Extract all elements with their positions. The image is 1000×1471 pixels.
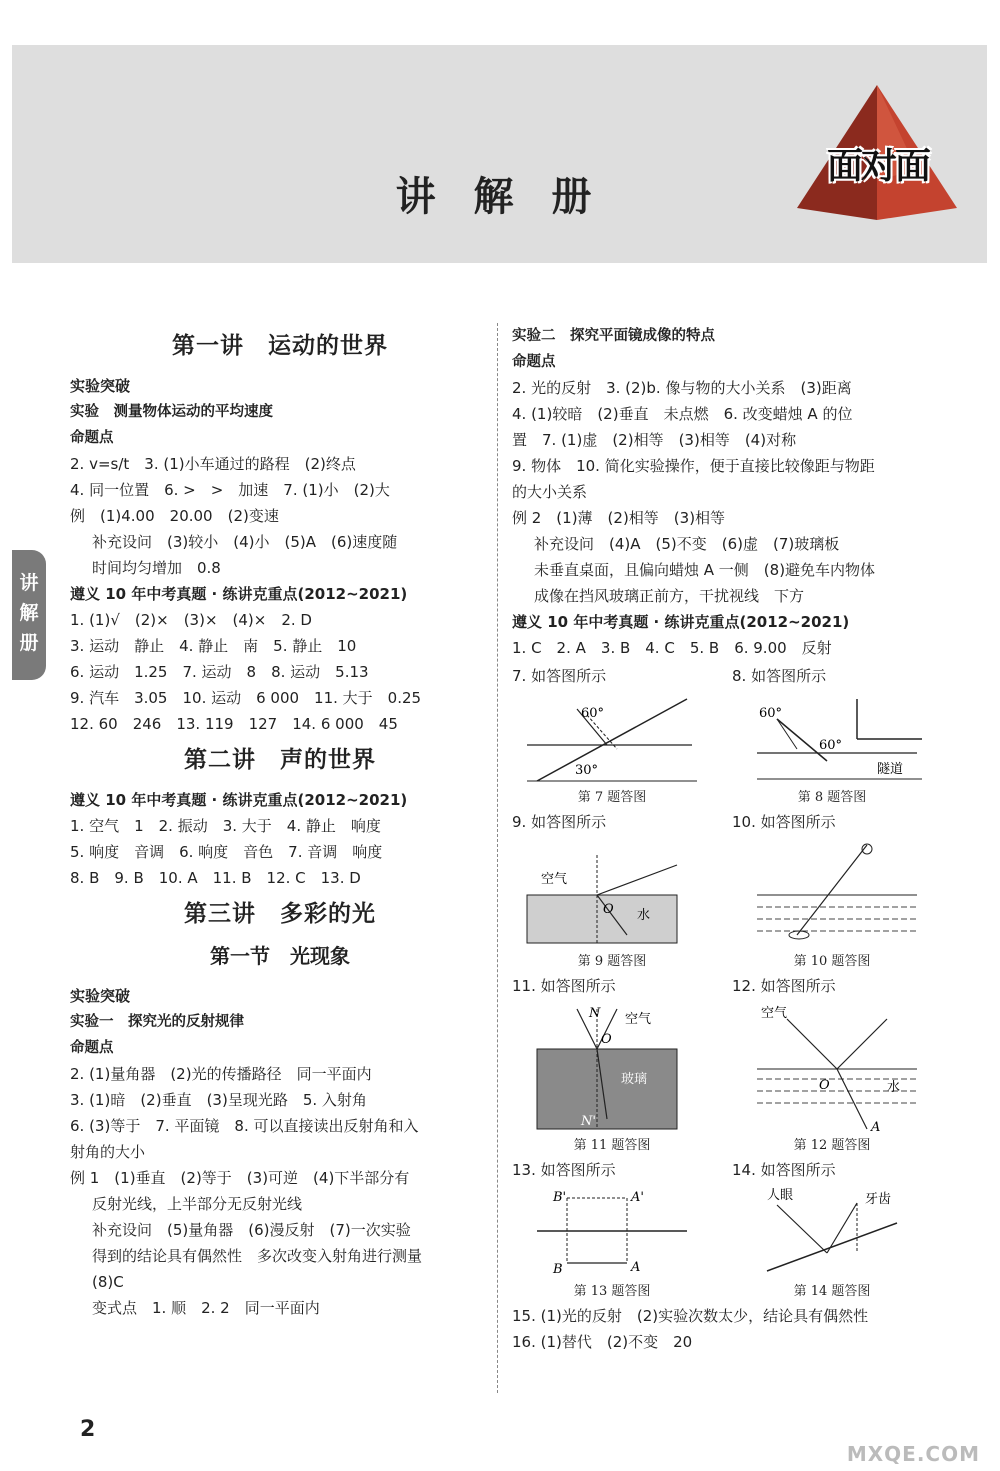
figure-caption: 第 8 题答图: [797, 790, 867, 805]
page-number: 2: [80, 1417, 96, 1442]
answer-line: 5. 响度 音调 6. 响度 音色 7. 音调 响度: [70, 843, 383, 861]
figure-13: [512, 1157, 712, 1301]
answer-line: 2. v=s/t 3. (1)小车通过的路程 (2)终点: [70, 455, 356, 473]
lecture-title: 第二讲 声的世界: [184, 747, 376, 773]
figure-question: 7. 如答图所示: [512, 667, 607, 685]
figure-row: [512, 1157, 932, 1301]
answer-line: 时间均匀增加 0.8: [92, 559, 221, 577]
mirror-diagram-icon: [737, 1183, 927, 1283]
answer-line: 9. 物体 10. 简化实验操作，便于直接比较像距与物距: [512, 457, 875, 475]
answer-line: 2. (1)量角器 (2)光的传播路径 同一平面内: [70, 1065, 372, 1083]
answer-line: 1. (1)√ (2)× (3)× (4)× 2. D: [70, 611, 312, 629]
figure-9: [512, 809, 712, 971]
svg-text:60°: 60°: [819, 738, 843, 753]
refraction-diagram-icon: [517, 999, 707, 1137]
refraction-diagram-icon: [737, 835, 927, 953]
svg-text:水: 水: [887, 1080, 901, 1095]
subsection-heading: 遵义 10 年中考真题 · 练讲克重点(2012~2021): [512, 613, 850, 631]
answer-line: 射角的大小: [70, 1143, 146, 1161]
page: [12, 45, 987, 1442]
mirror-diagram-icon: [517, 1183, 707, 1283]
answer-line: 置 7. (1)虚 (2)相等 (3)相等 (4)对称: [512, 431, 797, 449]
answer-line: 的大小关系: [512, 483, 588, 501]
refraction-diagram-icon: [517, 835, 707, 953]
brand-logo: [787, 80, 967, 220]
answer-line: 2. 光的反射 3. (2)b. 像与物的大小关系 (3)距离: [512, 379, 852, 397]
logo-text: 面对面: [826, 146, 929, 187]
answer-line: 成像在挡风玻璃正前方，干扰视线 下方: [534, 587, 805, 605]
svg-text:O: O: [603, 902, 614, 917]
figure-caption: 第 9 题答图: [577, 954, 647, 969]
figure-8: [732, 663, 932, 807]
figure-12: [732, 973, 932, 1155]
answer-line: 12. 60 246 13. 119 127 14. 6 000 45: [70, 715, 398, 733]
figure-10: [732, 809, 932, 971]
figure-14: [732, 1157, 932, 1301]
answer-line: 变式点 1. 顺 2. 2 同一平面内: [92, 1299, 320, 1317]
answer-line: 1. C 2. A 3. B 4. C 5. B 6. 9.00 反射: [512, 639, 832, 657]
answer-line: 得到的结论具有偶然性 多次改变入射角进行测量: [92, 1247, 423, 1265]
figure-question: 14. 如答图所示: [732, 1161, 836, 1179]
answer-line: 例 1 (1)垂直 (2)等于 (3)可逆 (4)下半部分有: [70, 1169, 410, 1187]
side-tab-char: 册: [19, 632, 39, 654]
answer-line: 15. (1)光的反射 (2)实验次数太少，结论具有偶然性: [512, 1307, 869, 1325]
answer-line: 8. B 9. B 10. A 11. B 12. C 13. D: [70, 869, 361, 887]
svg-text:空气: 空气: [761, 1006, 788, 1021]
svg-text:60°: 60°: [581, 706, 605, 721]
figure-question: 12. 如答图所示: [732, 977, 836, 995]
banner-title: 讲 解 册: [395, 174, 604, 220]
svg-text:N: N: [589, 1006, 601, 1021]
section-label: 命题点: [512, 354, 556, 370]
svg-text:A: A: [631, 1260, 641, 1275]
figure-row: [512, 973, 932, 1155]
svg-text:玻璃: 玻璃: [621, 1072, 648, 1087]
answer-line: 补充设问 (4)A (5)不变 (6)虚 (7)玻璃板: [534, 535, 840, 553]
svg-text:水: 水: [637, 908, 651, 923]
svg-text:O: O: [819, 1078, 830, 1093]
figure-caption: 第 10 题答图: [793, 954, 871, 969]
svg-text:N': N': [581, 1114, 596, 1129]
figure-question: 13. 如答图所示: [512, 1161, 616, 1179]
svg-text:30°: 30°: [575, 763, 599, 778]
figure-question: 11. 如答图所示: [512, 977, 616, 995]
section-label: 命题点: [70, 1040, 114, 1056]
experiment-title: 实验二 探究平面镜成像的特点: [512, 328, 715, 344]
answer-line: 反射光线，上半部分无反射光线: [92, 1195, 303, 1213]
column-divider: [497, 323, 498, 1393]
side-tab: [12, 550, 46, 680]
reflection-diagram-icon: [517, 689, 707, 789]
svg-text:B: B: [553, 1262, 563, 1277]
answer-line: 例 2 (1)薄 (2)相等 (3)相等: [512, 509, 726, 527]
figure-7: [512, 663, 712, 807]
header-banner: [12, 45, 987, 263]
svg-text:A: A: [871, 1120, 881, 1135]
figure-caption: 第 11 题答图: [573, 1138, 651, 1153]
watermark: MXQE.COM: [846, 1442, 980, 1466]
answer-line: 3. 运动 静止 4. 静止 南 5. 静止 10: [70, 637, 357, 655]
answer-line: 未垂直桌面，且偏向蜡烛 A 一侧 (8)避免车内物体: [534, 561, 876, 579]
right-column: [512, 323, 932, 1355]
section-label: 实验突破: [70, 987, 131, 1005]
figure-caption: 第 14 题答图: [793, 1284, 871, 1299]
figure-row: [512, 809, 932, 971]
svg-text:牙齿: 牙齿: [865, 1192, 892, 1207]
answer-line: 1. 空气 1 2. 振动 3. 大于 4. 静止 响度: [70, 817, 381, 835]
figure-question: 9. 如答图所示: [512, 813, 607, 831]
svg-text:隧道: 隧道: [877, 762, 904, 777]
answer-line: (8)C: [92, 1273, 124, 1291]
answer-line: 4. (1)较暗 (2)垂直 未点燃 6. 改变蜡烛 A 的位: [512, 405, 853, 423]
figure-caption: 第 13 题答图: [573, 1284, 651, 1299]
reflection-diagram-icon: [737, 689, 927, 789]
svg-text:空气: 空气: [541, 872, 568, 887]
figure-11: [512, 973, 712, 1155]
side-tab-char: 解: [19, 602, 39, 624]
answer-line: 4. 同一位置 6. > > 加速 7. (1)小 (2)大: [70, 481, 390, 499]
figure-caption: 第 12 题答图: [793, 1138, 871, 1153]
experiment-title: 实验 测量物体运动的平均速度: [70, 404, 273, 420]
left-column: [70, 323, 490, 1321]
answer-line: 例 (1)4.00 20.00 (2)变速: [70, 507, 279, 525]
answer-line: 3. (1)暗 (2)垂直 (3)呈现光路 5. 入射角: [70, 1091, 367, 1109]
figure-caption: 第 7 题答图: [577, 790, 647, 805]
section-label: 命题点: [70, 430, 114, 446]
subsection-heading: 遵义 10 年中考真题 · 练讲克重点(2012~2021): [70, 585, 408, 603]
answer-line: 补充设问 (5)量角器 (6)漫反射 (7)一次实验: [92, 1221, 411, 1239]
section-title: 第一节 光现象: [210, 944, 350, 968]
subsection-heading: 遵义 10 年中考真题 · 练讲克重点(2012~2021): [70, 791, 408, 809]
figure-row: [512, 663, 932, 807]
section-label: 实验突破: [70, 377, 131, 395]
answer-line: 6. (3)等于 7. 平面镜 8. 可以直接读出反射角和入: [70, 1117, 419, 1135]
answer-line: 补充设问 (3)较小 (4)小 (5)A (6)速度随: [92, 533, 398, 551]
answer-line: 9. 汽车 3.05 10. 运动 6 000 11. 大于 0.25: [70, 689, 422, 707]
svg-text:60°: 60°: [759, 706, 783, 721]
answer-line: 6. 运动 1.25 7. 运动 8 8. 运动 5.13: [70, 663, 369, 681]
lecture-title: 第三讲 多彩的光: [184, 901, 376, 927]
svg-text:B': B': [553, 1190, 567, 1205]
svg-text:空气: 空气: [625, 1012, 652, 1027]
lecture-title: 第一讲 运动的世界: [172, 333, 388, 359]
experiment-title: 实验一 探究光的反射规律: [70, 1014, 244, 1030]
svg-text:人眼: 人眼: [767, 1188, 794, 1203]
figure-question: 10. 如答图所示: [732, 813, 836, 831]
reflection-diagram-icon: [737, 999, 927, 1137]
figure-question: 8. 如答图所示: [732, 667, 827, 685]
side-tab-char: 讲: [19, 572, 39, 594]
answer-line: 16. (1)替代 (2)不变 20: [512, 1333, 693, 1351]
svg-text:O: O: [601, 1032, 612, 1047]
svg-text:A': A': [631, 1190, 644, 1205]
